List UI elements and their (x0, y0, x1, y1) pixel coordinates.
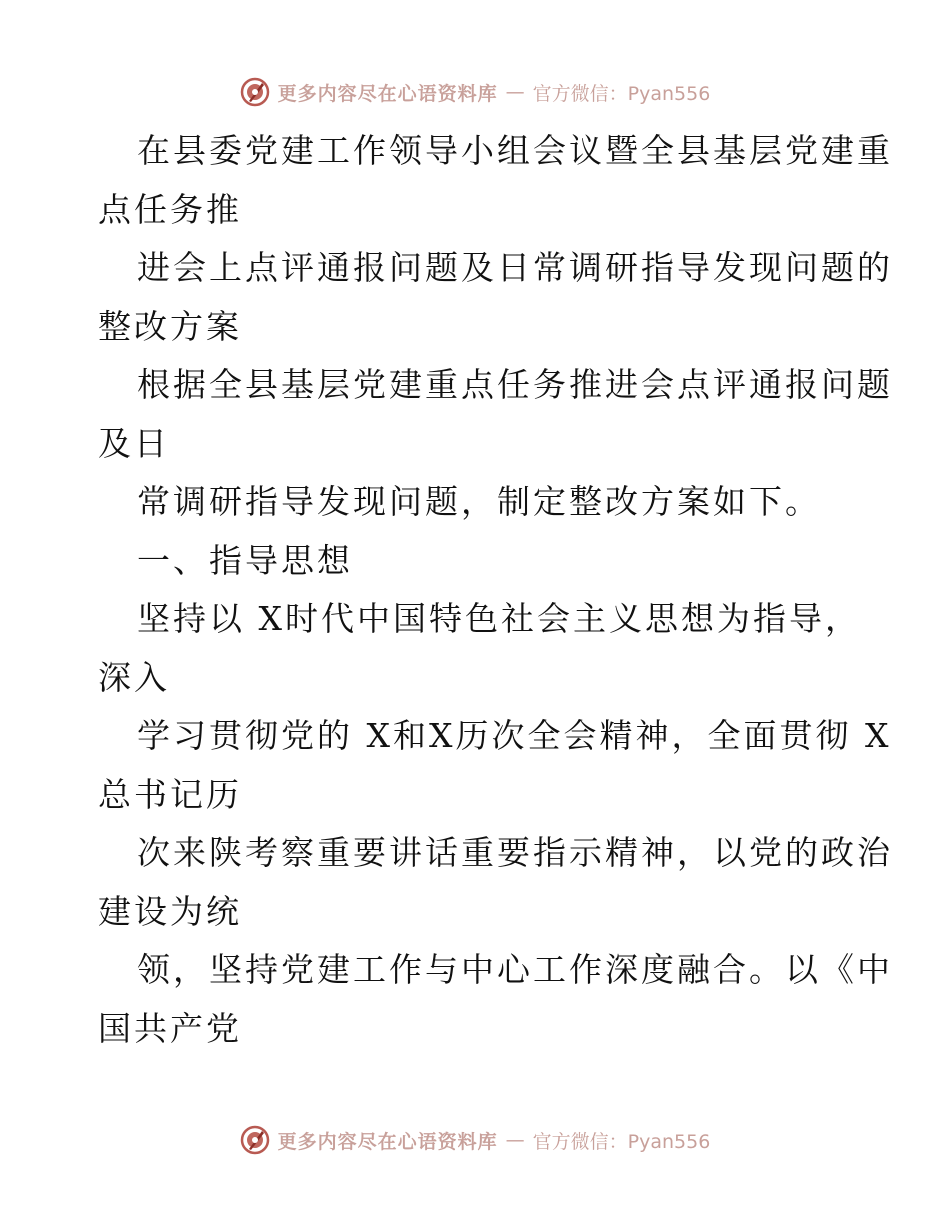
watermark-dash: — (505, 81, 525, 103)
watermark-dash: — (505, 1129, 525, 1151)
text-line: 总书记历 (98, 774, 242, 814)
text-line: 国共产党 (98, 1008, 242, 1048)
document-body (98, 122, 893, 1058)
text-line: 进会上点评通报问题及日常调研指导发现问题的 (137, 248, 893, 287)
text-line: 点任务推 (98, 189, 242, 229)
watermark-wechat: 官方微信：Pyan556 (532, 82, 711, 105)
text-line: 整改方案 (98, 306, 242, 346)
text-line: 深入 (98, 657, 170, 697)
section-heading: 一、指导思想 (137, 540, 353, 580)
text-line: 及日 (98, 423, 170, 463)
footer-watermark (0, 1120, 950, 1160)
text-line: 常调研指导发现问题，制定整改方案如下。 (137, 482, 821, 521)
watermark-brand: 更多内容尽在心语资料库 (277, 82, 498, 105)
watermark-brand: 更多内容尽在心语资料库 (277, 1130, 498, 1153)
text-line: 领，坚持党建工作与中心工作深度融合。以《中 (137, 950, 893, 989)
text-line: 根据全县基层党建重点任务推进会点评通报问题 (137, 365, 893, 404)
text-line: 建设为统 (98, 891, 242, 931)
text-line: 学习贯彻党的 X和X历次全会精神，全面贯彻 X (137, 716, 892, 755)
quill-logo-icon (240, 77, 270, 107)
quill-logo-icon (240, 1125, 270, 1155)
text-line: 次来陕考察重要讲话重要指示精神，以党的政治 (137, 833, 893, 872)
watermark-wechat: 官方微信：Pyan556 (532, 1130, 711, 1153)
header-watermark (0, 72, 950, 112)
text-line: 在县委党建工作领导小组会议暨全县基层党建重 (137, 131, 893, 170)
text-line: 坚持以 X时代中国特色社会主义思想为指导， (137, 599, 861, 638)
